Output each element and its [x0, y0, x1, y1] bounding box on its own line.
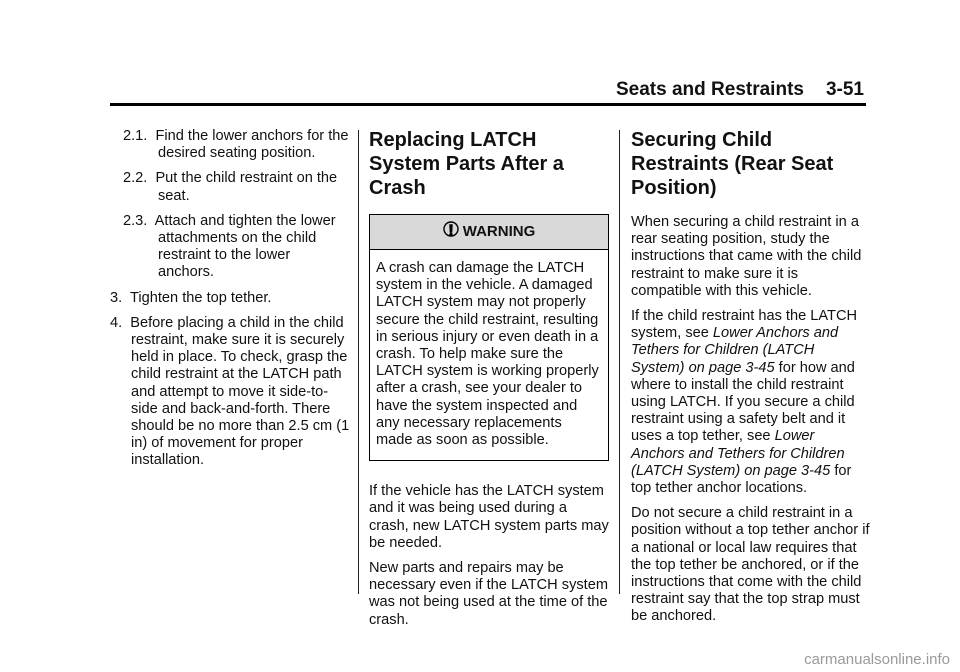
substep: 2.3. Attach and tighten the lower attachments on the child restraint to the lower anchors. — [123, 212, 336, 281]
column-left — [110, 128, 350, 478]
section-heading: Replacing LATCH System Parts After a Crash — [369, 129, 564, 199]
cross-reference-link[interactable]: Lower Anchors and Tethers for Children (LATCH System) on page 3-45 — [631, 325, 839, 376]
substep: 2.1. Find the lower anchors for the desired seating position. — [123, 128, 349, 162]
warning-text: A crash can damage the LATCH system in the vehicle. A damaged LATCH system may not properly secure the child restraint, resulting in serious injury or even death in a crash. To help make sure the LATCH system is working properly after a crash, see your dealer to have the system inspected and any necessary replacements made as soon as possible. — [376, 260, 599, 449]
column-middle — [369, 128, 609, 637]
step: 3. Tighten the top tether. — [110, 289, 272, 306]
page-header — [110, 79, 864, 101]
column-right — [631, 128, 871, 634]
section-heading: Securing Child Restraints (Rear Seat Position) — [631, 129, 834, 199]
warning-header — [370, 215, 608, 250]
warning-icon — [443, 221, 459, 243]
page-number: 3-51 — [825, 79, 864, 100]
column-divider — [619, 130, 620, 594]
section-title: Seats and Restraints — [616, 79, 804, 100]
header-rule — [110, 103, 866, 106]
paragraph: Do not secure a child restraint in a position without a top tether anchor if a national or local law requires that the top tether be anchored, or if the instructions that come with the child restraint say that the top strap must be anchored. — [631, 505, 870, 625]
warning-box — [369, 214, 609, 461]
warning-title: WARNING — [462, 223, 536, 241]
column-divider — [358, 130, 359, 594]
paragraph: If the child restraint has the LATCH system, see Lower Anchors and Tethers for Children (LATCH System) on page 3-45 for how and where to install the child restraint using LATCH. If you secure a child restraint using a safety belt and it uses a top tether, see Lower Anchors and Tethers for Children (LATCH System) on page 3-45 for top tether anchor locations. — [631, 308, 858, 497]
cross-reference-link[interactable]: Lower Anchors and Tethers for Children (LATCH System) on page 3-45 — [631, 428, 845, 479]
step: 4. Before placing a child in the child restraint, make sure it is securely held in place. To check, grasp the child restraint at the LATCH path and attempt to move it side-to-side and back-and-forth. There should be no more than 2.5 cm (1 in) of movement for proper installation. — [110, 314, 350, 469]
paragraph: New parts and repairs may be necessary even if the LATCH system was not being used at the time of the crash. — [369, 560, 608, 628]
watermark: carmanualsonline.info — [804, 651, 950, 668]
paragraph: If the vehicle has the LATCH system and it was being used during a crash, new LATCH system parts may be needed. — [369, 483, 609, 551]
substep: 2.2. Put the child restraint on the seat. — [123, 170, 338, 204]
paragraph: When securing a child restraint in a rear seating position, study the instructions that came with the child restraint to make sure it is compatible with this vehicle. — [631, 214, 862, 299]
